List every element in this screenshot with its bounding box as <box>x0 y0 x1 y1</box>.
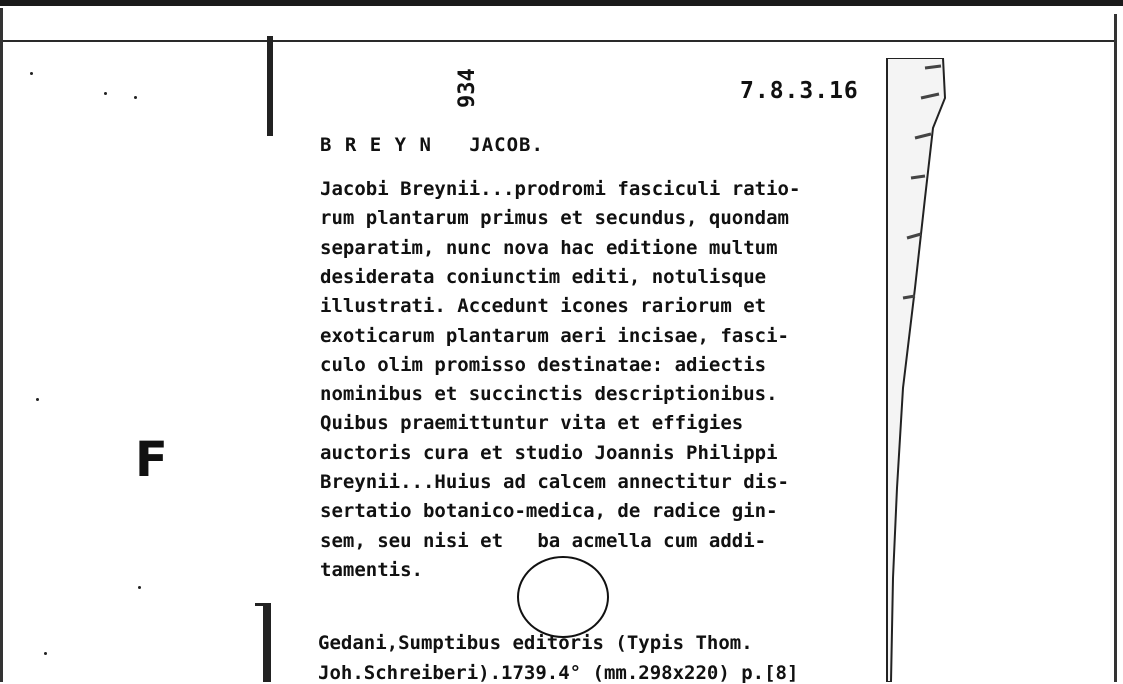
speck <box>134 96 137 99</box>
body-line: nominibus et succinctis descriptionibus. <box>320 383 778 406</box>
body-line: sem, seu nisi et ba acmella cum addi- <box>320 529 767 552</box>
body-line: exoticarum plantarum aeri incisae, fasci- <box>320 324 789 347</box>
body-line: auctoris cura et studio Joannis Philippi <box>320 441 778 464</box>
card-heading: B R E Y N JACOB. <box>320 134 544 156</box>
body-line: Jacobi Breynii...prodromi fasciculi ratio- <box>320 178 801 200</box>
speck <box>138 586 141 589</box>
speck <box>44 652 47 655</box>
margin-letter: F <box>135 432 168 488</box>
speck <box>104 92 107 95</box>
body-line: sertatio botanico-medica, de radice gin- <box>320 500 778 523</box>
vertical-number: 934 <box>455 68 480 108</box>
body-line: desiderata coniunctim editi, notulisque <box>320 265 767 288</box>
top-edge-line <box>0 0 1123 6</box>
speck <box>36 398 39 401</box>
body-line: rum plantarum primus et secundus, quondam <box>320 207 789 230</box>
right-card-edge <box>1114 14 1117 682</box>
card-top-border <box>0 40 1115 42</box>
body-line: illustrati. Accedunt icones rariorum et <box>320 295 767 318</box>
body-line: Quibus praemittuntur vita et effigies <box>320 412 744 435</box>
punch-hole <box>517 556 609 638</box>
speck <box>30 72 33 75</box>
torn-edge-strip <box>885 58 947 682</box>
imprint-line: Gedani,Sumptibus editoris (Typis Thom. <box>318 632 753 654</box>
left-bracket-top <box>267 36 273 136</box>
imprint-line: Joh.Schreiberi).1739.4° (mm.298x220) p.[8] <box>318 662 799 684</box>
left-card-edge <box>0 8 3 682</box>
body-line: culo olim promisso destinatae: adiectis <box>320 353 767 376</box>
body-line: Breynii...Huius ad calcem annectitur dis- <box>320 471 789 493</box>
left-bracket-bottom <box>263 605 271 682</box>
body-line: tamentis. <box>320 558 423 581</box>
left-bracket-bottom-cap <box>255 603 271 606</box>
body-line: separatim, nunc nova hac editione multum <box>320 236 778 259</box>
card-number: 7.8.3.16 <box>740 78 859 104</box>
